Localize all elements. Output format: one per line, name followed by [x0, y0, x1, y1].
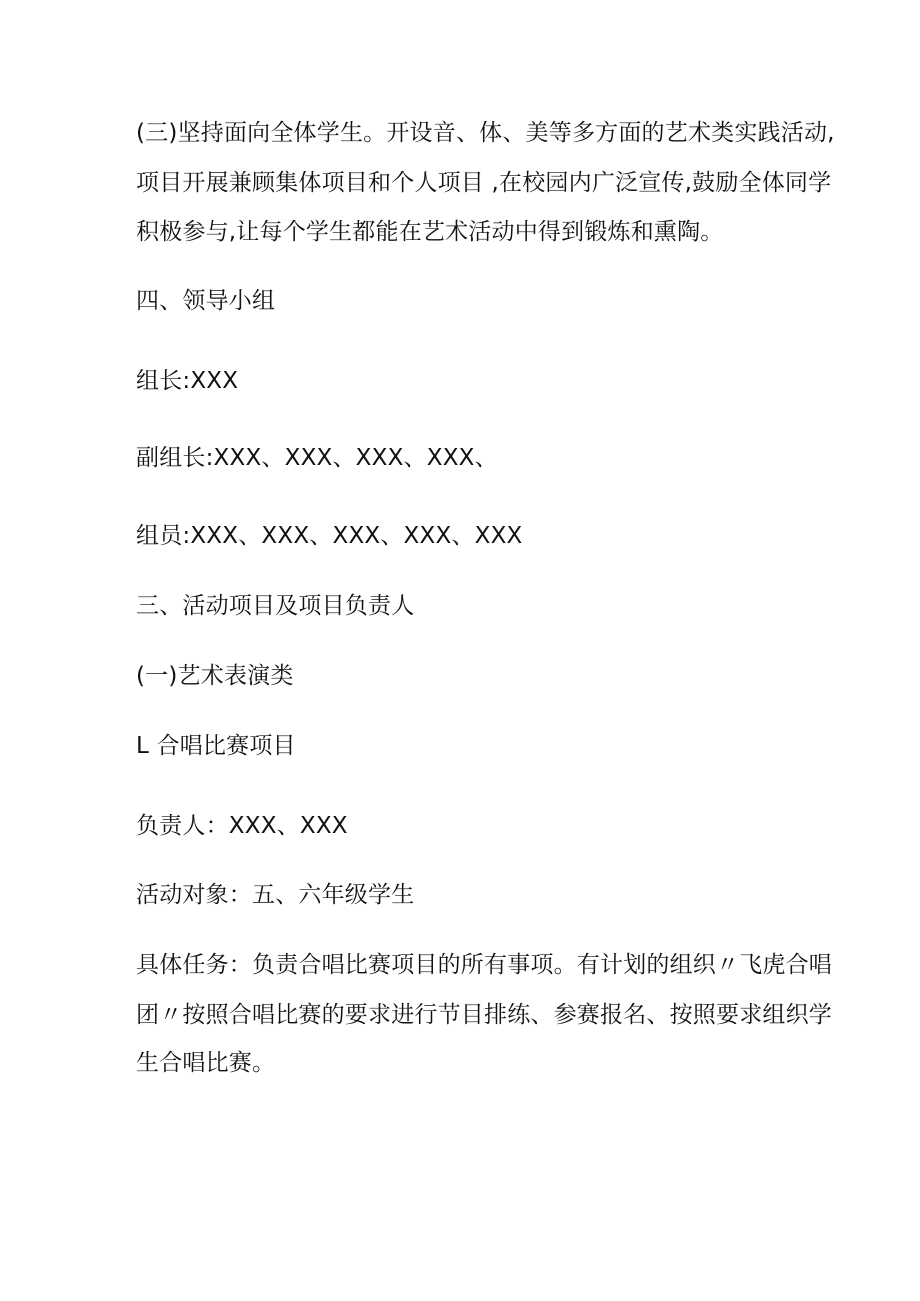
members-line: 组员:XXX、XXX、XXX、XXX、XXX: [136, 523, 523, 549]
leader-line: 组长:XXX: [136, 368, 239, 394]
choir-target-line: 活动对象：五、六年级学生: [136, 882, 415, 908]
choir-tasks-line-3: 生合唱比赛。: [136, 1050, 276, 1076]
choir-item-title: L 合唱比赛项目: [136, 733, 296, 759]
section3-paragraph-line-3: 积极参与,让每个学生都能在艺术活动中得到锻炼和熏陶。: [136, 219, 724, 245]
section3-paragraph-line-2: 项目开展兼顾集体项目和个人项目 ,在校园内广泛宣传,鼓励全体同学: [136, 170, 832, 196]
choir-tasks-line-1: 具体任务：负责合唱比赛项目的所有事项。有计划的组织〃飞虎合唱: [136, 952, 832, 978]
section3-paragraph-line-1: (三)坚持面向全体学生。开设音、体、美等多方面的艺术类实践活动,: [136, 120, 835, 146]
choir-tasks-line-2: 团〃按照合唱比赛的要求进行节目排练、参赛报名、按照要求组织学: [136, 1002, 832, 1028]
deputy-leaders-line: 副组长:XXX、XXX、XXX、XXX、: [136, 445, 498, 471]
choir-responsible-line: 负责人：XXX、XXX: [136, 813, 348, 839]
leadership-heading: 四、领导小组: [136, 288, 276, 314]
art-performance-heading: (一)艺术表演类: [136, 663, 294, 689]
activities-heading: 三、活动项目及项目负责人: [136, 593, 415, 619]
